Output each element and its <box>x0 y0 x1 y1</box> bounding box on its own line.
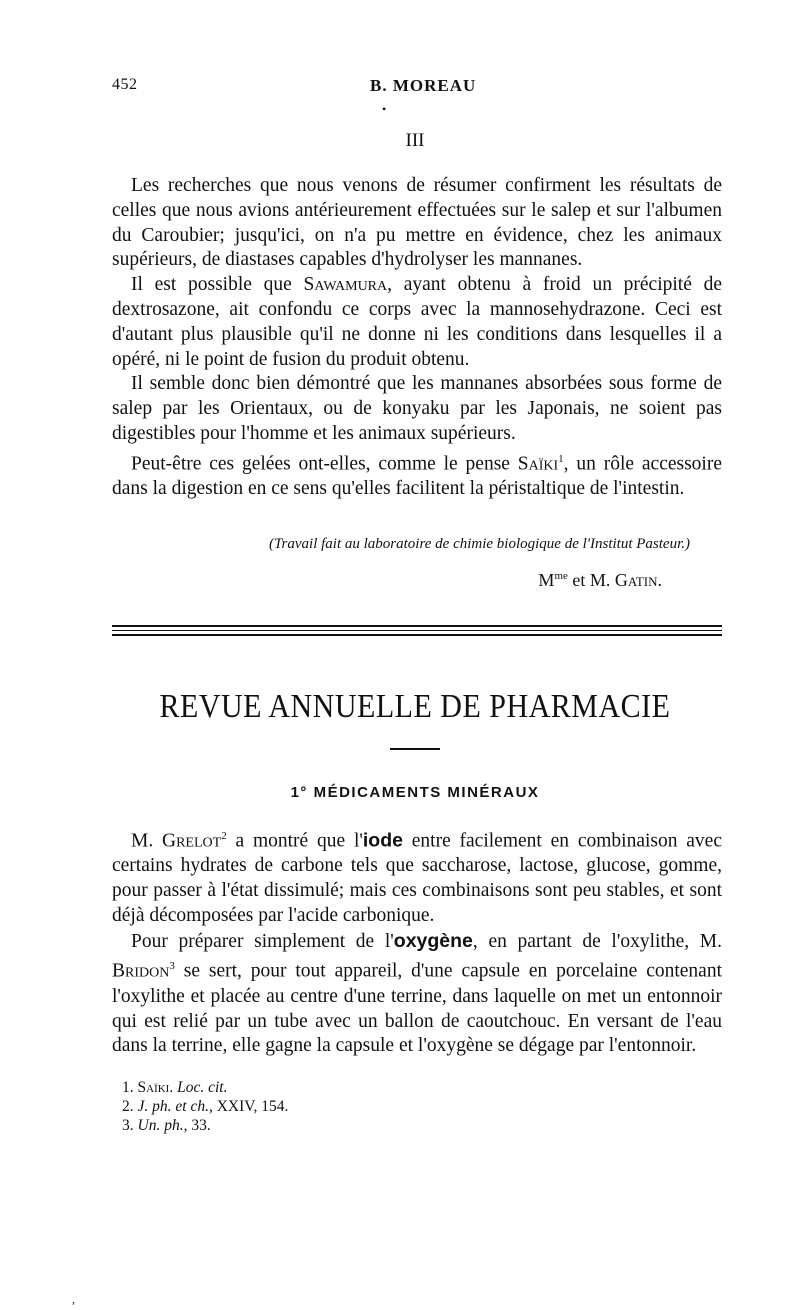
title-rule <box>390 748 440 750</box>
paragraph <box>112 372 722 446</box>
footnote-source: Un. ph. <box>137 1117 184 1134</box>
section-divider-bottom <box>112 634 722 636</box>
paragraph-text: Il semble donc bien démontré que les mannanes absorbées sous forme de salep par les Orientaux, ou de konyaku par les Japonais, ne soient pas digestibles pour l'homme et les animaux supérieurs. <box>112 373 722 444</box>
author-name: Bridon <box>112 960 170 982</box>
paragraph <box>112 447 722 502</box>
section-numeral: III <box>405 130 425 151</box>
signature-middle: et M. <box>567 570 615 590</box>
footnote-author: Saïki. <box>137 1079 174 1096</box>
signature-sup: me <box>554 570 568 582</box>
credit-line: (Travail fait au laboratoire de chimie biologique de l'Institut Pasteur.) <box>269 536 690 552</box>
footnotes <box>122 1078 522 1135</box>
footnote-detail: , XXIV, 154. <box>208 1098 289 1115</box>
subheading: 1° MÉDICAMENTS MINÉRAUX <box>290 784 540 801</box>
author-name: Sawamura <box>303 274 388 296</box>
paragraph <box>112 824 722 929</box>
pharmacie-body <box>112 824 722 1059</box>
paragraph-text: , un rôle accessoire dans la digestion en ce sens qu'elles facilitent la péristaltique de l'intestin. <box>112 453 722 500</box>
footnote-ref: 2 <box>221 830 227 842</box>
footnote-detail: , 33. <box>183 1117 211 1134</box>
footnote-ref: 3 <box>169 960 175 973</box>
paragraph-text: Peut-être ces gelées ont-elles, comme le pense <box>131 453 518 475</box>
paragraph-text: Pour préparer simplement de l' <box>131 930 394 952</box>
paragraph-text: a montré que l' <box>226 830 363 852</box>
running-title: B. MOREAU <box>370 76 477 95</box>
page-number: 452 <box>112 76 138 93</box>
footnote <box>122 1097 522 1116</box>
footnote-number: 1. <box>122 1079 134 1096</box>
margin-mark: , <box>72 1292 75 1306</box>
paragraph-text: Les recherches que nous venons de résumer confirment les résultats de celles que nous avions antérieurement effectuées sur le salep et sur l'albumen du Caroubier; jusqu'ici, on n'a pu mettre en évidence, chez les animaux supérieurs, de diastases capables d'hydrolyser les mannanes. <box>112 175 722 271</box>
section-iii-body <box>112 174 722 502</box>
keyword: iode <box>362 829 403 852</box>
footnote-number: 2. <box>122 1098 134 1115</box>
footnote-source: Loc. cit. <box>177 1079 228 1096</box>
paragraph-text: Il est possible que <box>131 274 304 296</box>
footnote-source: J. ph. et ch. <box>137 1098 209 1115</box>
section-title: REVUE ANNUELLE DE PHARMACIE <box>159 687 671 725</box>
keyword: oxygène <box>393 929 473 952</box>
signature-name: Gatin. <box>614 570 662 590</box>
paragraph-text: se sert, pour tout appareil, d'une capsule en porcelaine contenant l'oxylithe et placée au centre d'une terrine, dans laquelle on met un entonnoir qui est relié par un tube avec un ballon de caoutchouc. En versant de l'eau dans la terrine, elle gagne la capsule et l'oxygène se dégage par l'entonnoir. <box>112 960 722 1057</box>
section-divider-middle <box>112 630 722 631</box>
paragraph <box>112 174 722 273</box>
author-name: Grelot <box>162 830 222 852</box>
footnote <box>122 1116 522 1135</box>
paragraph-text: M. <box>131 830 163 852</box>
paragraph-text: , ayant obtenu à froid un précipité de dextrosazone, ait confondu ce corps avec la mannosehydrazone. Ceci est d'autant plus plausible qu'il ne donne ni les conditions dans lesquelles il a opéré, ni le point de fusion du produit obtenu. <box>112 274 722 370</box>
author-name: Saïki <box>517 453 559 475</box>
paragraph-text: , en partant de l'oxylithe, M. <box>472 930 722 952</box>
signature-prefix: M <box>538 570 555 590</box>
footnote-ref: 1 <box>558 452 564 465</box>
footnote-number: 3. <box>122 1117 134 1134</box>
section-divider-top <box>112 625 722 627</box>
paragraph-text: entre facilement en combinaison avec certains hydrates de carbone tels que saccharose, lactose, glucose, gomme, pour passer à l'état dissimulé; mais ces combinaisons sont peu stables, et sont déjà décomposées par l'acide carbonique. <box>112 830 722 926</box>
paragraph <box>112 929 722 1059</box>
paragraph <box>112 273 722 372</box>
signature <box>420 570 662 591</box>
header-dot: • <box>382 102 387 116</box>
footnote <box>122 1078 522 1097</box>
